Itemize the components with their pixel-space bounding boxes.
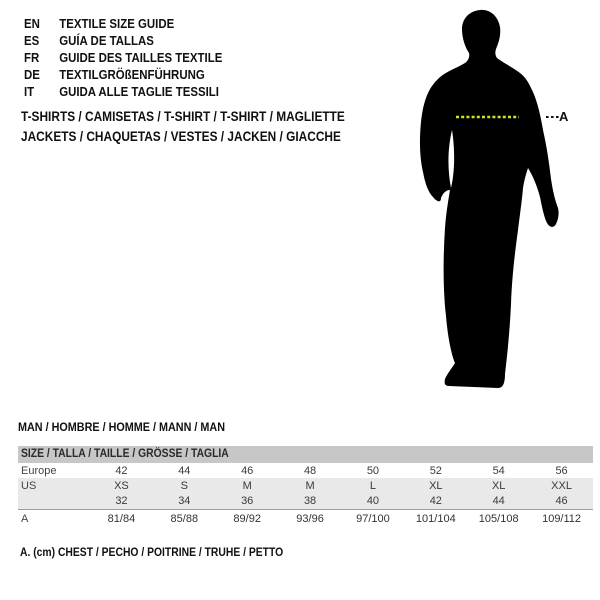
language-row [24, 66, 222, 83]
language-code: DE [24, 67, 40, 82]
table-cell: 40 [366, 495, 380, 507]
table-cell: 89/92 [233, 512, 261, 525]
language-label: TEXTILE SIZE GUIDE [59, 16, 175, 31]
language-label: GUIDA ALLE TAGLIE TESSILI [59, 84, 219, 99]
table-row-europe [18, 463, 593, 478]
table-cell: XS [114, 479, 129, 492]
row-label: Europe [21, 464, 57, 477]
table-cell: 44 [492, 495, 505, 507]
row-label: A [21, 512, 29, 525]
language-code: ES [24, 33, 40, 48]
category-line-tshirts: T-SHIRTS / CAMISETAS / T-SHIRT / T-SHIRT / MAGLIETTE [21, 109, 345, 124]
table-cell: 97/100 [356, 512, 390, 525]
size-table [18, 446, 593, 527]
man-silhouette-figure [410, 4, 590, 404]
table-cell: XL [429, 479, 443, 492]
table-cell: 46 [555, 495, 568, 507]
table-cell: 48 [303, 464, 317, 477]
size-table-header [18, 446, 593, 463]
language-code: EN [24, 16, 40, 31]
language-row [24, 49, 222, 66]
table-cell: 81/84 [107, 512, 136, 525]
table-cell: 42 [115, 464, 128, 477]
table-cell: XXL [551, 479, 572, 492]
table-cell: 93/96 [296, 512, 324, 525]
man-silhouette [420, 10, 559, 388]
language-label: TEXTILGRÖßENFÜHRUNG [59, 67, 205, 82]
table-cell: 44 [178, 464, 191, 477]
language-label: GUIDE DES TAILLES TEXTILE [59, 50, 223, 65]
table-cell: 101/104 [415, 512, 456, 525]
row-label: US [21, 479, 37, 492]
language-row [24, 15, 222, 32]
table-cell: 54 [492, 464, 505, 477]
table-cell: 52 [429, 464, 442, 477]
table-row-numeric [18, 493, 593, 510]
table-cell: 46 [241, 464, 254, 477]
table-cell: M [242, 479, 252, 492]
garment-categories [21, 107, 345, 147]
table-row-us [18, 478, 593, 493]
table-cell: 36 [241, 495, 254, 507]
table-cell: 42 [429, 495, 442, 507]
category-line-jackets: JACKETS / CHAQUETAS / VESTES / JACKEN / GIACCHE [21, 129, 341, 144]
table-cell: S [180, 479, 188, 492]
language-row [24, 32, 222, 49]
table-cell: 105/108 [478, 512, 519, 525]
table-cell: XL [491, 479, 506, 492]
language-code: IT [24, 84, 35, 99]
table-row-chest-cm [18, 510, 593, 527]
table-cell: 109/112 [542, 512, 582, 525]
table-cell: 50 [366, 464, 380, 477]
table-cell: L [369, 479, 376, 492]
table-cell: 56 [555, 464, 568, 477]
language-row [24, 83, 222, 100]
measurement-footnote: A. (cm) CHEST / PECHO / POITRINE / TRUHE / PETTO [20, 547, 284, 559]
man-section-heading: MAN / HOMBRE / HOMME / MANN / MAN [18, 420, 225, 434]
language-label: GUÍA DE TALLAS [59, 33, 154, 48]
table-cell: 38 [303, 495, 317, 507]
table-cell: 85/88 [170, 512, 199, 525]
size-table-header-label: SIZE / TALLA / TAILLE / GRÖSSE / TAGLIA [21, 448, 229, 460]
table-cell: M [305, 479, 315, 492]
table-cell: 32 [115, 495, 128, 507]
table-cell: 34 [178, 495, 191, 507]
language-title-list [24, 15, 222, 100]
measure-label-a: A [559, 109, 569, 124]
language-code: FR [24, 50, 40, 65]
